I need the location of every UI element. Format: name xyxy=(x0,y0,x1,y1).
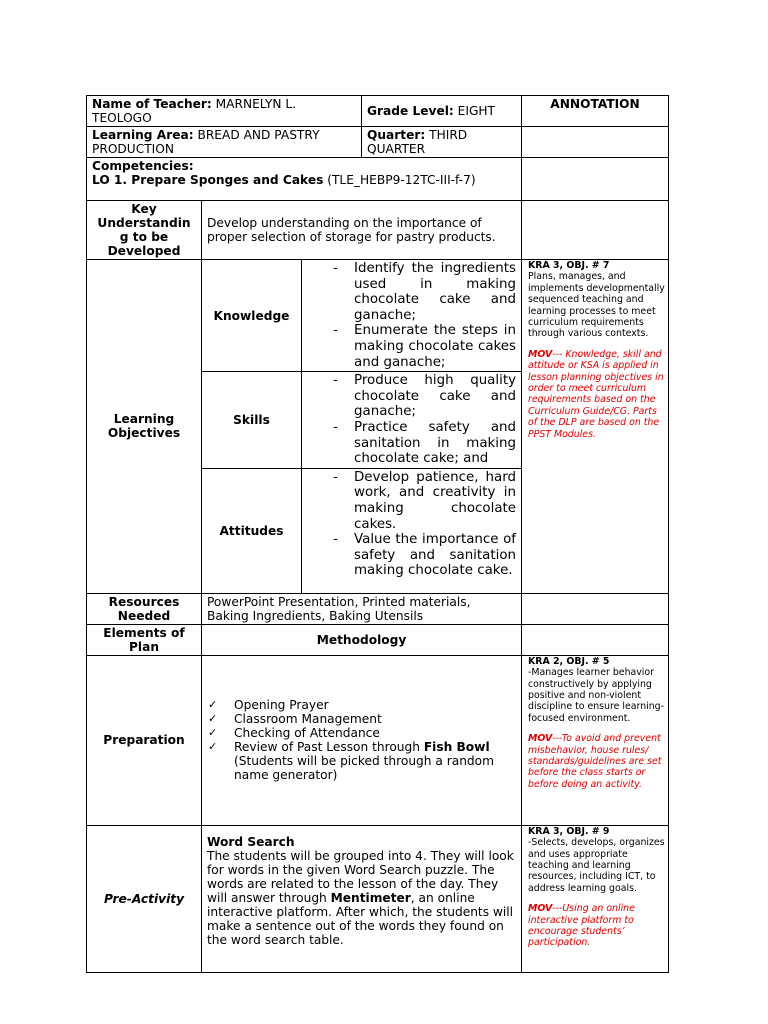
knowledge-row xyxy=(87,260,669,372)
kra-label: KRA 3, OBJ. # 7 xyxy=(528,260,610,271)
mov-text: ---To avoid and prevent misbehavior, house rules/ standards/guidelines are set before the class starts or before doing an activity. xyxy=(528,733,662,790)
lo-code: (TLE_HEBP9-12TC-III-f-7) xyxy=(327,173,476,187)
mov-label: MOV xyxy=(528,733,553,745)
annotation-heading: ANNOTATION xyxy=(550,97,640,111)
attitudes-label-cell xyxy=(202,468,302,593)
plan-row xyxy=(87,624,669,655)
attitudes-cell xyxy=(302,468,522,593)
methodology-cell xyxy=(202,624,522,655)
skills-list xyxy=(307,373,516,467)
empty-annotation-cell xyxy=(522,127,669,158)
plan-label-cell xyxy=(87,624,202,655)
fish-bowl-label: Fish Bowl xyxy=(423,740,490,755)
list-item: ✓ Classroom Management xyxy=(207,712,516,726)
competencies-row xyxy=(87,158,669,201)
area-row xyxy=(87,127,669,158)
resources-row xyxy=(87,593,669,624)
list-item: - Produce high quality chocolate cake and ganache; xyxy=(307,373,516,420)
area-cell xyxy=(87,127,362,158)
lo-title: LO 1. Prepare Sponges and Cakes xyxy=(92,173,324,187)
area-label: Learning Area: xyxy=(92,128,194,142)
teacher-cell xyxy=(87,96,362,127)
mov-text: --- Knowledge, skill and attitude or KSA is applied in lesson planning objectives in order to meet curriculum requirements based on the Curriculum Guide/CG. Parts of the DLP are based on the PPST Modules. xyxy=(528,348,664,440)
annotation-text: Plans, manages, and implements developmentally sequenced teaching and learning processes to meet curriculum requirements through various contexts. xyxy=(528,271,665,340)
empty-annotation-cell xyxy=(522,158,669,201)
resources-label-cell xyxy=(87,593,202,624)
mov-note xyxy=(528,903,665,949)
objectives-annotation-cell xyxy=(522,260,669,594)
grade-label: Grade Level: xyxy=(367,104,454,118)
pre-activity-cell xyxy=(202,825,522,972)
area-value: BREAD AND PASTRY PRODUCTION xyxy=(92,128,320,156)
knowledge-label: Knowledge xyxy=(213,308,290,323)
methodology-heading: Methodology xyxy=(316,632,407,647)
kra-label: KRA 3, OBJ. # 9 xyxy=(528,825,610,837)
resources-label: Resources Needed xyxy=(108,594,180,623)
annotation-text: -Selects, develops, organizes and uses appropriate teaching and learning resources, including ICT, to address learning goals. xyxy=(528,837,665,894)
word-search-title: Word Search xyxy=(207,834,295,849)
skills-label-cell xyxy=(202,372,302,469)
mov-label: MOV xyxy=(528,348,553,360)
quarter-value: THIRD QUARTER xyxy=(367,128,468,156)
skills-cell xyxy=(302,372,522,469)
teacher-name: MARNELYN L. TEOLOGO xyxy=(92,97,297,125)
mov-note xyxy=(528,349,665,440)
competencies-cell xyxy=(87,158,522,201)
annotation-heading-cell xyxy=(522,96,669,127)
learning-objectives-label: Learning Objectives xyxy=(107,412,181,441)
key-understanding-label-cell xyxy=(87,201,202,260)
preparation-cell xyxy=(202,655,522,825)
preparation-annotation-cell xyxy=(522,655,669,825)
pre-activity-text-b: , an online interactive platform. After which, the students will make a sentence out of the words they found on the word search table. xyxy=(207,890,514,947)
empty-annotation-cell xyxy=(522,201,669,260)
quarter-cell xyxy=(362,127,522,158)
knowledge-list xyxy=(307,261,516,370)
pre-activity-annotation-cell xyxy=(522,825,669,972)
resources-cell xyxy=(202,593,522,624)
knowledge-cell xyxy=(302,260,522,372)
pre-activity-text xyxy=(207,849,516,947)
attitudes-label: Attitudes xyxy=(219,523,284,538)
grade-value: EIGHT xyxy=(457,104,496,118)
list-item xyxy=(207,740,516,782)
teacher-row xyxy=(87,96,669,127)
pre-activity-text-a: The students will be grouped into 4. They will look for words in the given Word Search puzzle. The words are related to the lesson of the day. They will answer through xyxy=(207,848,514,905)
pre-activity-row xyxy=(87,825,669,972)
preparation-label: Preparation xyxy=(103,733,185,748)
quarter-label: Quarter: xyxy=(367,128,426,142)
key-understanding-label: Key Understandin g to be Developed xyxy=(97,202,191,258)
list-item: - Identify the ingredients used in making chocolate cake and ganache; xyxy=(307,261,516,323)
knowledge-label-cell xyxy=(202,260,302,372)
key-understanding-text: Develop understanding on the importance of proper selection of storage for pastry products. xyxy=(207,216,496,244)
plan-label: Elements of Plan xyxy=(103,625,185,654)
resources-text: PowerPoint Presentation, Printed materials, Baking Ingredients, Baking Utensils xyxy=(207,594,471,623)
lesson-plan-table xyxy=(86,95,669,973)
kra-label: KRA 2, OBJ. # 5 xyxy=(528,655,610,667)
list-item: - Practice safety and sanitation in making chocolate cake; and xyxy=(307,420,516,467)
preparation-list xyxy=(207,698,516,782)
key-understanding-cell xyxy=(202,201,522,260)
annotation-text: -Manages learner behavior constructively by applying positive and non-violent discipline to ensure learning-focused environment. xyxy=(528,667,665,724)
review-note: (Students will be picked through a random name generator) xyxy=(234,754,494,783)
pre-activity-label-cell xyxy=(87,825,202,972)
mentimeter-label: Mentimeter xyxy=(330,890,411,905)
review-text: Review of Past Lesson through xyxy=(234,740,424,755)
list-item: - Develop patience, hard work, and creativity in making chocolate cakes. xyxy=(307,470,516,532)
learning-objectives-label-cell xyxy=(87,260,202,594)
key-understanding-row xyxy=(87,201,669,260)
preparation-label-cell xyxy=(87,655,202,825)
list-item: - Enumerate the steps in making chocolate cakes and ganache; xyxy=(307,323,516,370)
preparation-row xyxy=(87,655,669,825)
list-item: ✓ Checking of Attendance xyxy=(207,726,516,740)
skills-label: Skills xyxy=(233,412,270,427)
grade-cell xyxy=(362,96,522,127)
list-item: ✓ Opening Prayer xyxy=(207,698,516,712)
list-item: - Value the importance of safety and sanitation making chocolate cake. xyxy=(307,532,516,579)
mov-label: MOV xyxy=(528,903,553,915)
mov-note xyxy=(528,733,665,790)
competencies-label: Competencies: xyxy=(92,159,194,173)
teacher-label: Name of Teacher: xyxy=(92,97,212,111)
attitudes-list xyxy=(307,470,516,579)
mov-text: ---Using an online interactive platform to encourage students’ participation. xyxy=(528,903,635,949)
pre-activity-label: Pre-Activity xyxy=(103,891,185,906)
empty-annotation-cell xyxy=(522,593,669,624)
empty-annotation-cell xyxy=(522,624,669,655)
